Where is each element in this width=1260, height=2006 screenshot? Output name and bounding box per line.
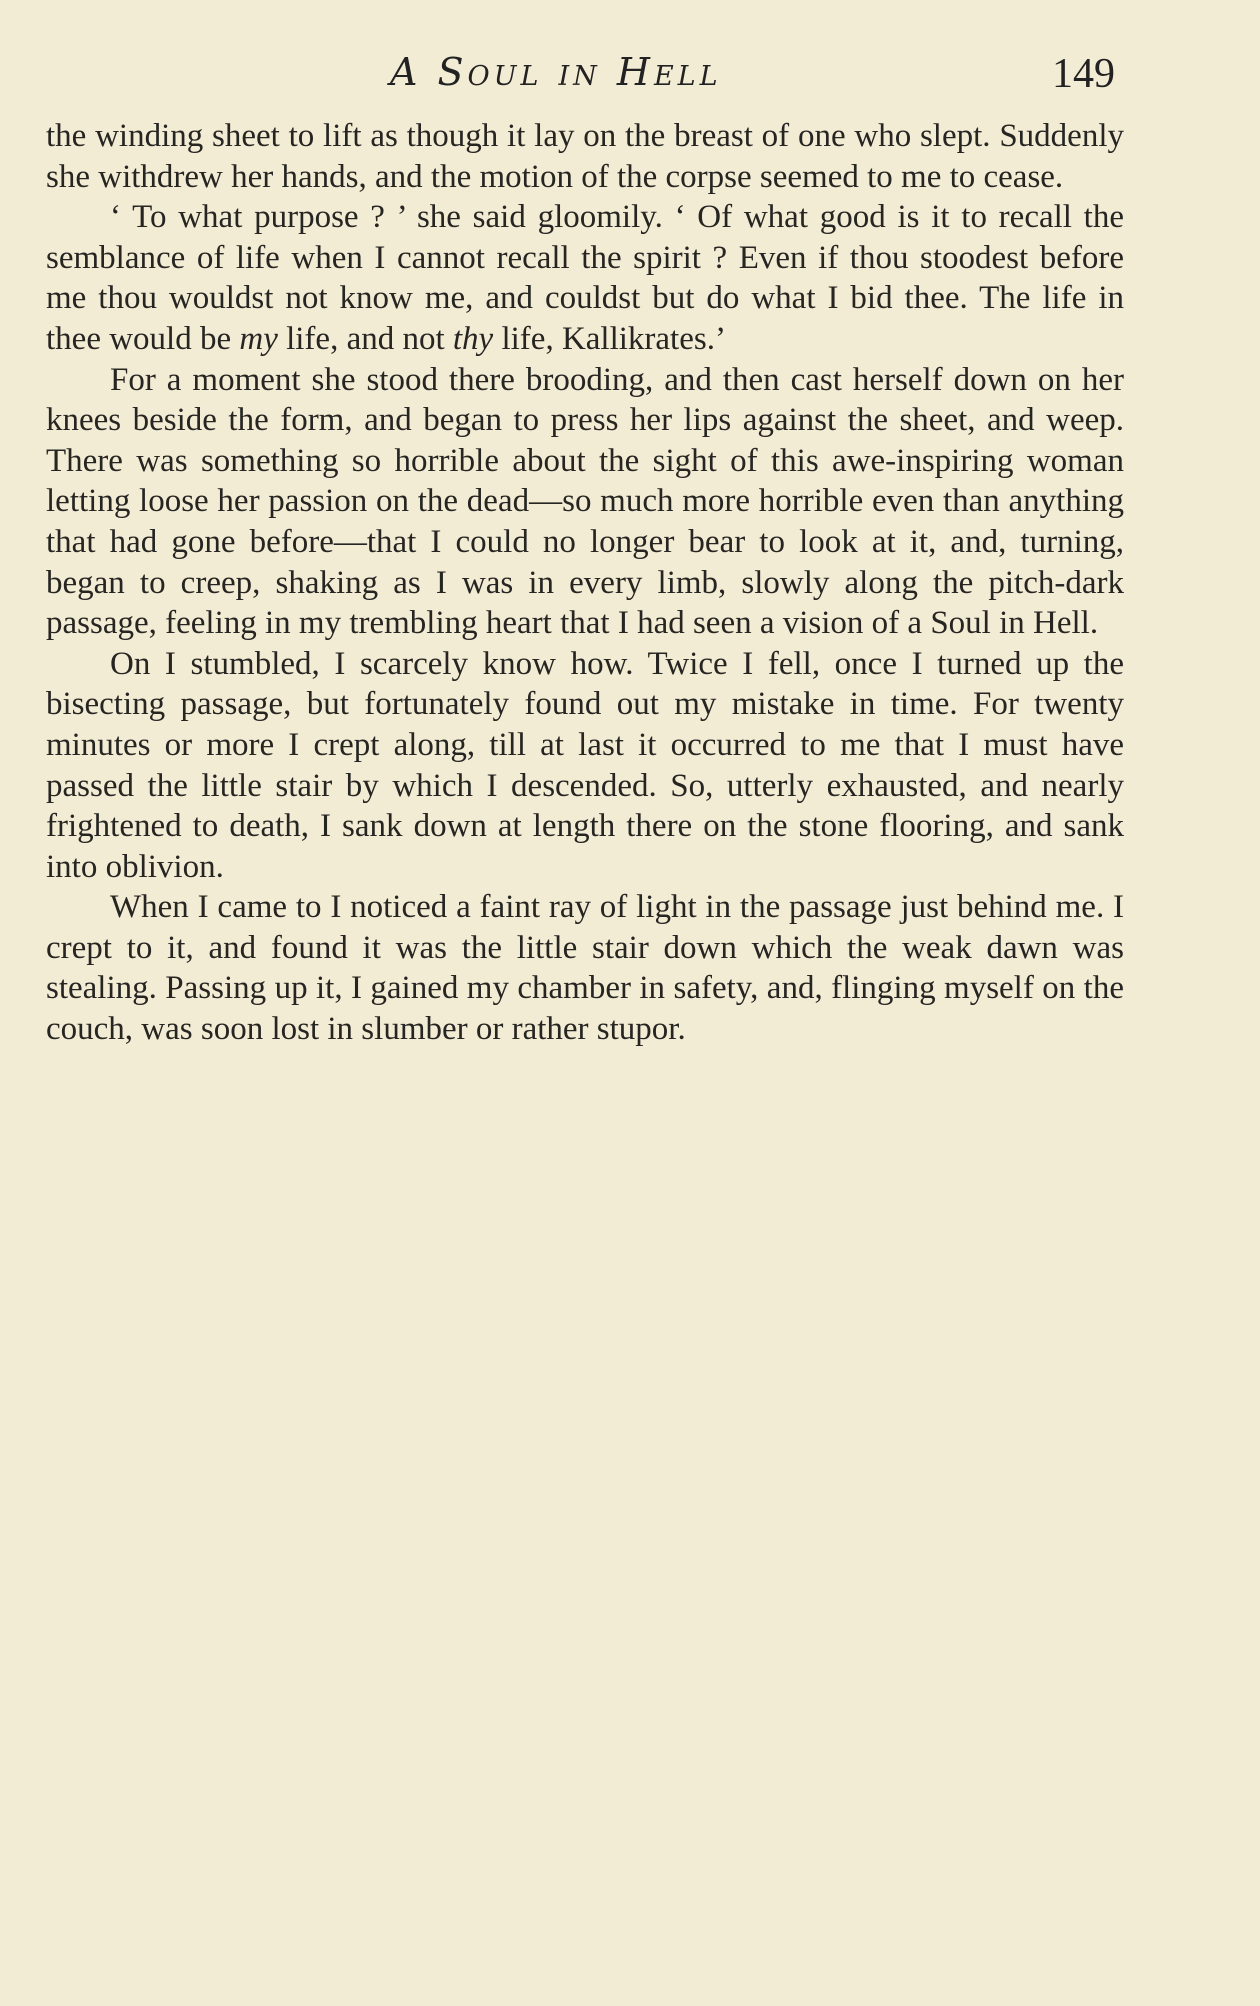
body-text <box>46 116 1124 1050</box>
paragraph-2 <box>46 197 1124 359</box>
paragraph-4: On I stumbled, I scarcely know how. Twice I fell, once I turned up the bisecting passage, but fortunately found out my mistake in time. For twenty minutes or more I crept along, till at last it occurred to me that I must have passed the little stair by which I descended. So, utterly exhausted, and nearly frightened to death, I sank down at length there on the stone flooring, and sank into oblivion. <box>46 645 1124 885</box>
running-title: A Soul in Hell <box>390 50 722 94</box>
paragraph-2-text-a: ‘ To what purpose ? ’ she said gloomily. ‘ Of what good is it to recall the semblance of life when I cannot recall the spirit ? Even if thou stoodest before me thou wouldst not know me, and couldst but do what I bid thee. The life in thee would be <box>46 199 1124 357</box>
paragraph-1: the winding sheet to lift as though it lay on the breast of one who slept. Suddenly she withdrew her hands, and the motion of the corpse seemed to me to cease. <box>46 118 1124 195</box>
paragraph-2-text-b: life, and not <box>277 320 453 357</box>
paragraph-5: When I came to I noticed a faint ray of light in the passage just behind me. I crept to it, and found it was the little stair down which the weak dawn was stealing. Passing up it, I gained my chamber in safety, and, flinging myself on the couch, was soon lost in slumber or rather stupor. <box>46 889 1124 1048</box>
emphasis-thy: thy <box>452 320 494 357</box>
paragraph-3: For a moment she stood there brooding, and then cast herself down on her knees beside the form, and began to press her lips against the sheet, and weep. There was something so horrible about the sight of this awe-inspiring woman letting loose her passion on the dead—so much more horrible even than anything that had gone before—that I could no longer bear to look at it, and, turning, began to creep, shaking as I was in every limb, slowly along the pitch-dark passage, feeling in my trembling heart that I had seen a vision of a Soul in Hell. <box>46 361 1124 642</box>
emphasis-my: my <box>239 320 278 357</box>
paragraph-2-text-c: life, Kallikrates.’ <box>493 320 726 357</box>
page-number: 149 <box>1052 51 1115 97</box>
running-head <box>0 50 1260 110</box>
